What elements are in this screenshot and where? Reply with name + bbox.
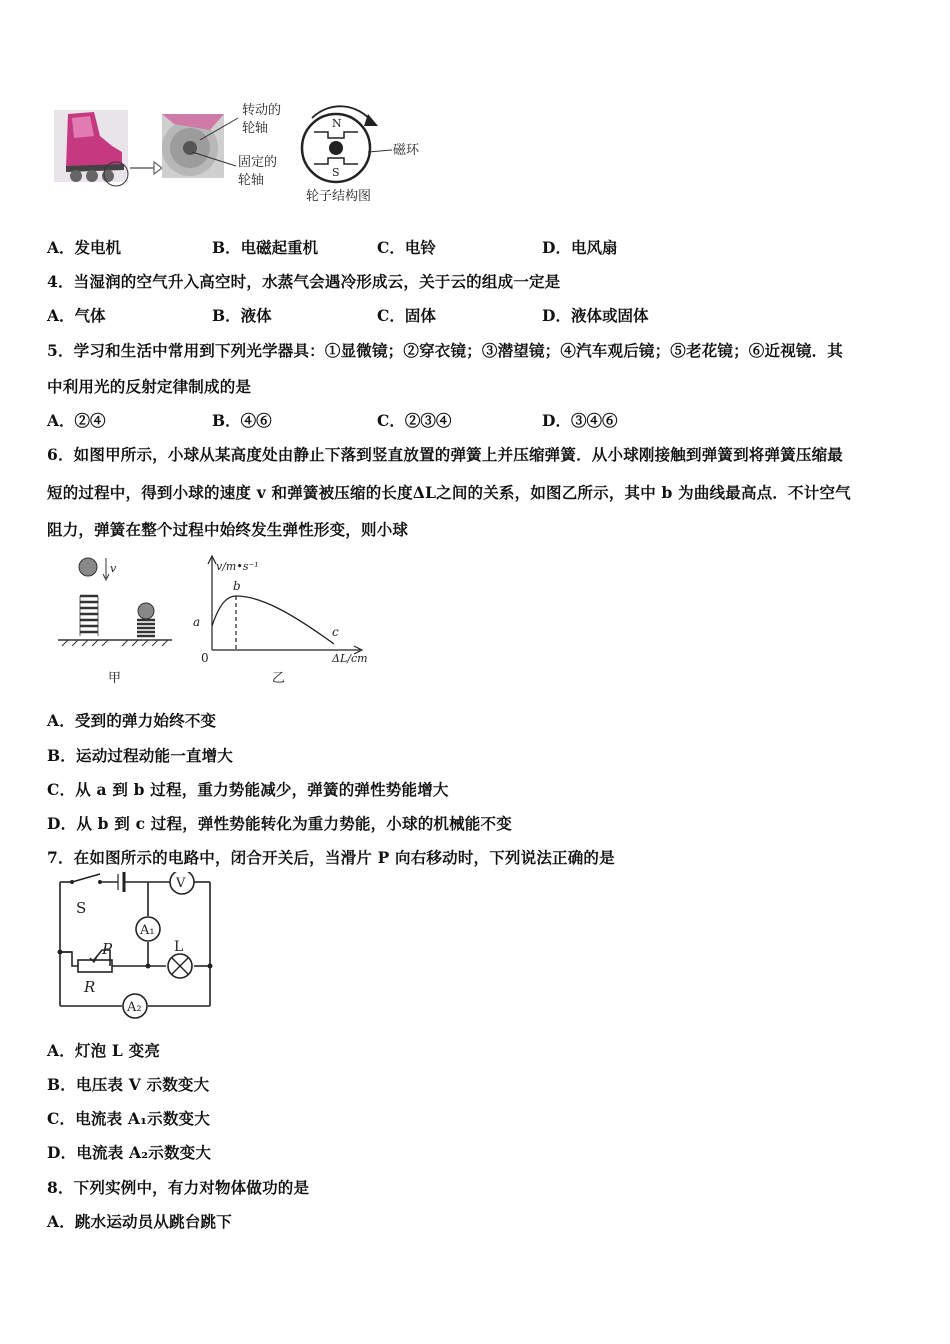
slider-label: P (102, 940, 113, 958)
label-rotating-axle-2: 轮轴 (242, 121, 269, 136)
velocity-label: v (110, 562, 117, 575)
label-wheel-structure: 轮子结构图 (306, 189, 372, 204)
rheostat-label: R (84, 978, 96, 996)
q5-option-b: B．④⑥ (212, 411, 272, 430)
label-fixed-axle-2: 轮轴 (238, 173, 265, 188)
skate-wheel-figure (50, 96, 440, 208)
q6-stem-line-1: 6．如图甲所示，小球从某高度处由静止下落到竖直放置的弹簧上并压缩弹簧．从小球刚接触到弹簧到将弹簧压缩最 (47, 445, 843, 464)
q4-option-a: A．气体 (47, 306, 106, 325)
q6-option-b: B．运动过程动能一直增大 (47, 746, 234, 765)
q6-stem-line-3: 阻力，弹簧在整个过程中始终发生弹性形变，则小球 (47, 520, 409, 539)
label-fixed-axle-1: 固定的 (238, 155, 278, 170)
q7-option-a: A．灯泡 L 变亮 (47, 1041, 161, 1060)
y-axis-label: v/m•s⁻¹ (216, 560, 259, 573)
pole-s: S (332, 166, 340, 179)
wheel-photo (162, 114, 224, 178)
q3-option-c: C．电铃 (377, 238, 436, 257)
origin-label: 0 (201, 651, 209, 665)
q5-stem-line-1: 5．学习和生活中常用到下列光学器具：①显微镜；②穿衣镜；③潜望镜；④汽车观后镜；⑤老花镜；⑥近视镜．其 (47, 341, 843, 360)
q6-stem-line-2: 短的过程中，得到小球的速度 v 和弹簧被压缩的长度ΔL之间的关系，如图乙所示，其中 b 为曲线最高点．不计空气 (47, 483, 851, 502)
figure-yi-graph (193, 556, 368, 686)
q3-option-a: A．发电机 (47, 238, 122, 257)
q6-option-c: C．从 a 到 b 过程，重力势能减少，弹簧的弹性势能增大 (47, 780, 449, 799)
q3-option-d: D．电风扇 (542, 238, 618, 257)
label-rotating-axle-1: 转动的 (242, 103, 282, 118)
q3-option-b: B．电磁起重机 (212, 238, 319, 257)
ammeter-a1-label: A₁ (140, 923, 155, 938)
q5-option-d: D．③④⑥ (542, 411, 618, 430)
figure-jia (58, 558, 172, 686)
q7-option-b: B．电压表 V 示数变大 (47, 1075, 210, 1094)
q7-stem: 7．在如图所示的电路中，闭合开关后，当滑片 P 向右移动时，下列说法正确的是 (47, 848, 615, 867)
voltmeter-label: V (176, 876, 186, 891)
q7-option-c: C．电流表 A₁示数变大 (47, 1109, 210, 1128)
ammeter-a2-label: A₂ (127, 1000, 142, 1015)
label-magnet-ring: 磁环 (393, 143, 420, 158)
q5-option-c: C．②③④ (377, 411, 452, 430)
q4-stem: 4．当湿润的空气升入高空时，水蒸气会遇冷形成云，关于云的组成一定是 (47, 272, 561, 291)
figure-yi-label: 乙 (272, 671, 286, 686)
x-axis-label: ΔL/cm (332, 652, 368, 665)
circuit-diagram (50, 872, 230, 1022)
q6-option-d: D．从 b 到 c 过程，弹性势能转化为重力势能，小球的机械能不变 (47, 814, 512, 833)
q6-option-a: A．受到的弹力始终不变 (47, 711, 217, 730)
wheel-structure-diagram (302, 106, 392, 182)
switch-label: S (76, 899, 87, 917)
velocity-curve (212, 596, 334, 644)
spring-ball-figure (50, 552, 390, 690)
q4-option-b: B．液体 (212, 306, 272, 325)
lamp-label: L (174, 939, 184, 955)
q5-stem-line-2: 中利用光的反射定律制成的是 (47, 377, 252, 396)
q8-option-a: A．跳水运动员从跳台跳下 (47, 1212, 232, 1231)
point-b-label: b (233, 579, 241, 593)
q5-option-a: A．②④ (47, 411, 106, 430)
q7-option-d: D．电流表 A₂示数变大 (47, 1143, 212, 1162)
pole-n: N (332, 117, 342, 130)
q4-option-d: D．液体或固体 (542, 306, 649, 325)
q4-option-c: C．固体 (377, 306, 436, 325)
point-a-label: a (193, 615, 201, 629)
q8-stem: 8．下列实例中，有力对物体做功的是 (47, 1178, 310, 1197)
skate-photo (54, 110, 128, 186)
figure-jia-label: 甲 (108, 671, 122, 686)
point-c-label: c (332, 625, 339, 639)
